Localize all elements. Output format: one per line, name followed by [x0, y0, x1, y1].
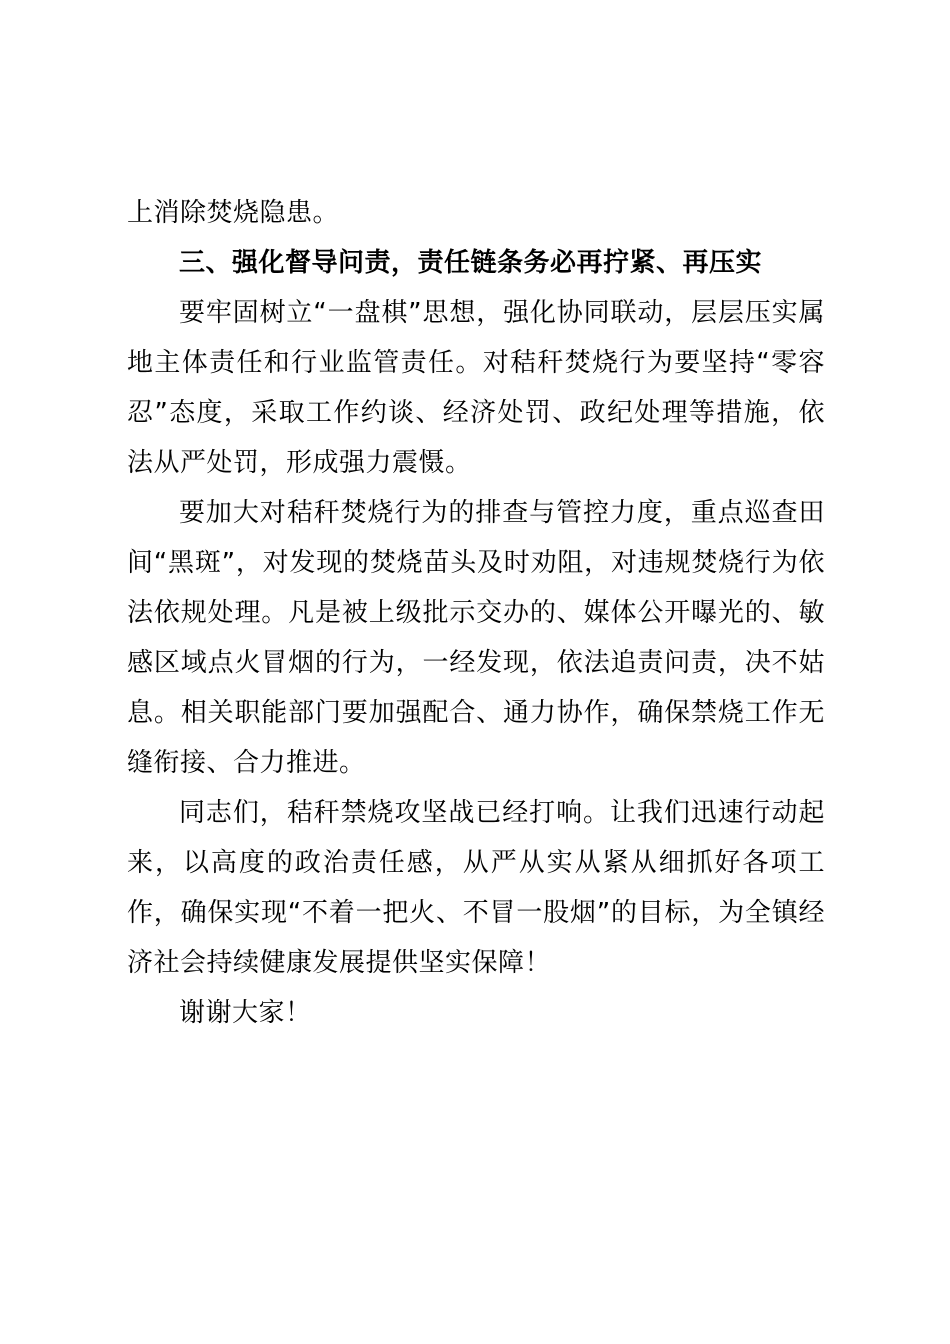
section-heading: 三、强化督导问责，责任链条务必再拧紧、再压实 [179, 248, 763, 278]
thanks-line: 谢谢大家！ [179, 998, 312, 1028]
continuation-paragraph: 上消除焚烧隐患。 [127, 198, 340, 228]
body-paragraph: 要加大对秸秆焚烧行为的排查与管控力度，重点巡查田间“黑斑”，对发现的焚烧苗头及时劝阻，对违规焚烧行为依法依规处理。凡是被上级批示交办的、媒体公开曝光的、敏感区域点火冒烟的行为，一经发现，依法追责问责，决不姑息。相关职能部门要加强配合、通力协作，确保禁烧工作无缝衔接、合力推进。 [127, 498, 825, 778]
closing-paragraph: 同志们，秸秆禁烧攻坚战已经打响。让我们迅速行动起来，以高度的政治责任感，从严从实从紧从细抓好各项工作，确保实现“不着一把火、不冒一股烟”的目标，为全镇经济社会持续健康发展提供坚实保障！ [127, 798, 825, 978]
body-paragraph: 要牢固树立“一盘棋”思想，强化协同联动，层层压实属地主体责任和行业监管责任。对秸秆焚烧行为要坚持“零容忍”态度，采取工作约谈、经济处罚、政纪处理等措施，依法从严处罚，形成强力震慑。 [127, 298, 825, 478]
document-body [127, 188, 825, 1038]
